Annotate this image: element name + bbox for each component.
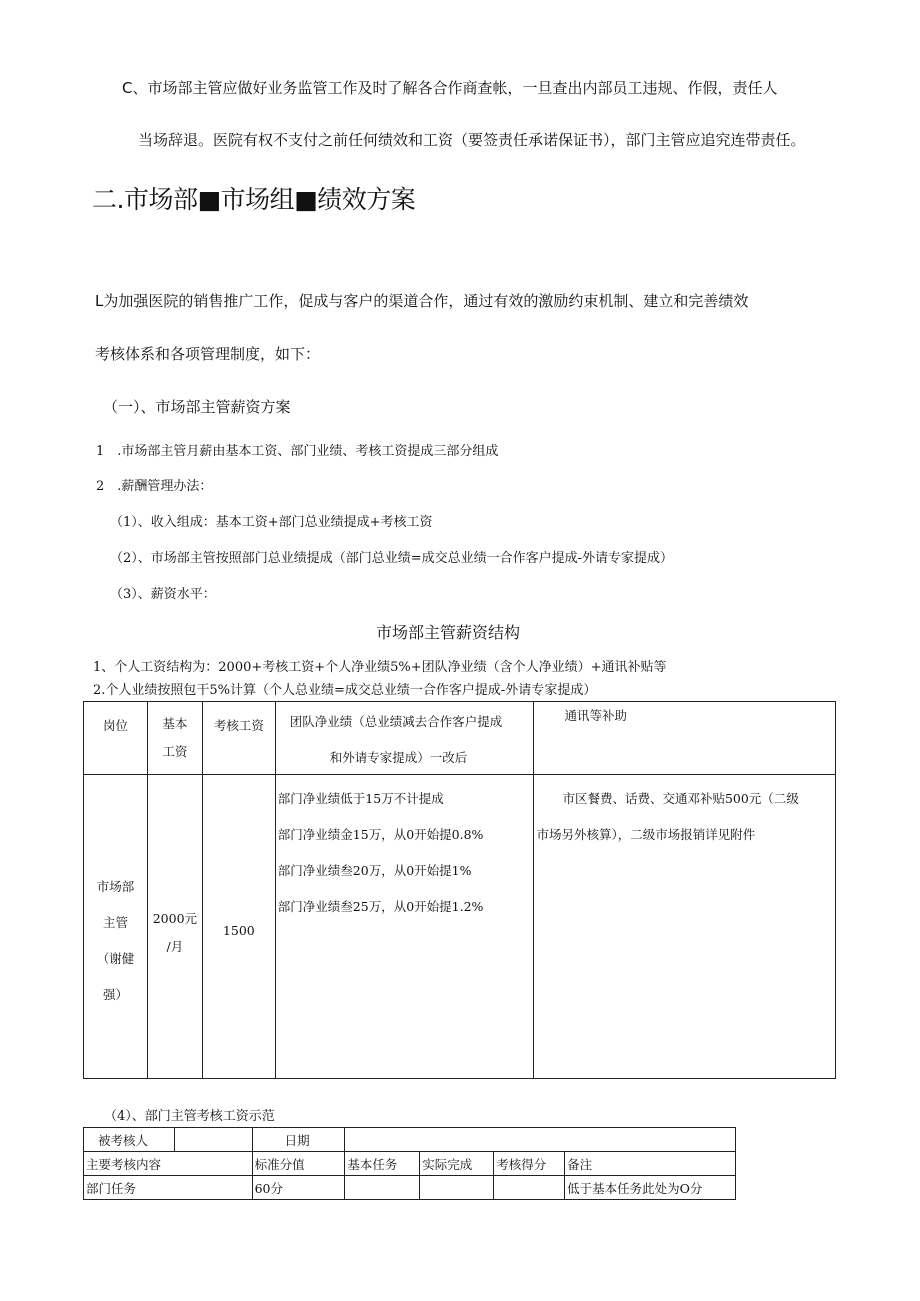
cell-content: 部门任务 [84, 1176, 253, 1200]
item-2: 2 .薪酬管理办法： [96, 479, 213, 494]
cell-assess-salary: 1500 [202, 775, 275, 1079]
cell-position: 市场部 主管 （谢健 强） [84, 775, 148, 1079]
item-1: 1 .市场部主管月薪由基本工资、部门业绩、考核工资提成三部分组成 [96, 444, 499, 459]
label-date: 日期 [252, 1128, 345, 1152]
section-1-title: （一）、市场部主管薪资方案 [103, 398, 291, 416]
value-examinee [174, 1128, 252, 1152]
section-heading: 二.市场部■市场组■绩效方案 [92, 185, 416, 214]
team-rule: 部门净业绩叁20万，从0开始提1% [277, 863, 472, 878]
table-row [84, 1176, 736, 1200]
intro-line-2: 当场辞退。医院有权不支付之前任何绩效和工资（要签责任承诺保证书），部门主管应追究连带责任。 [138, 131, 806, 149]
cell-score [494, 1176, 565, 1200]
header-content: 主要考核内容 [84, 1152, 253, 1176]
cell-remark: 低于基本任务此处为O分 [565, 1176, 736, 1200]
header-base-salary: 基本 工资 [147, 702, 202, 775]
header-score: 考核得分 [494, 1152, 565, 1176]
table-header-row [84, 702, 836, 775]
header-assess-salary: 考核工资 [202, 702, 275, 775]
value-date [345, 1128, 736, 1152]
cell-base-task [345, 1176, 420, 1200]
structure-note-2: 2.个人业绩按照包干5%计算（个人总业绩=成交总业绩一合作客户提成-外请专家提成） [93, 683, 597, 698]
section-4-title: （4）、部门主管考核工资示范 [104, 1109, 275, 1124]
assessment-header-row [84, 1152, 736, 1176]
team-rule: 部门净业绩金15万，从0开始提0.8% [277, 827, 484, 842]
header-subsidy: 通讯等补助 [534, 702, 836, 775]
intro-line-1: C、市场部主管应做好业务监管工作及时了解各合作商查帐，一旦查出内部员工违规、作假，责任人 [122, 79, 778, 97]
sub-item-1: （1）、收入组成：基本工资+部门总业绩提成+考核工资 [110, 515, 433, 530]
cell-base-salary: 2000元 /月 [147, 775, 202, 1079]
cell-team-performance [275, 775, 534, 1079]
sub-item-3: （3）、薪资水平： [110, 587, 216, 602]
sub-item-2: （2）、市场部主管按照部门总业绩提成（部门总业绩=成交总业绩一合作客户提成-外请专家提成） [110, 551, 674, 566]
label-examinee: 被考核人 [84, 1128, 175, 1152]
header-position: 岗位 [84, 702, 148, 775]
para-line-1: L为加强医院的销售推广工作，促成与客户的渠道合作，通过有效的激励约束机制、建立和完善绩效 [95, 292, 749, 310]
para-line-2: 考核体系和各项管理制度，如下： [95, 345, 321, 363]
header-base-task: 基本任务 [345, 1152, 420, 1176]
header-remark: 备注 [565, 1152, 736, 1176]
assessment-row-examinee [84, 1128, 736, 1152]
cell-standard-score: 60分 [252, 1176, 345, 1200]
structure-note-1: 1、个人工资结构为：2000+考核工资+个人净业绩5%+团队净业绩（含个人净业绩）+通讯补贴等 [93, 660, 667, 675]
team-rule: 部门净业绩低于15万不计提成 [277, 791, 444, 806]
team-rule: 部门净业绩叁25万，从0开始提1.2% [277, 899, 484, 914]
header-standard-score: 标准分值 [252, 1152, 345, 1176]
structure-title: 市场部主管薪资结构 [376, 623, 521, 642]
header-team-performance: 团队净业绩（总业绩减去合作客户提成 和外请专家提成）一改后 [275, 702, 534, 775]
cell-subsidy: 市区餐费、话费、交通邓补贴500元（二级 市场另外核算），二级市场报销详见附件 [534, 775, 836, 1079]
cell-actual [420, 1176, 494, 1200]
table-row [84, 775, 836, 1079]
assessment-table [83, 1127, 736, 1200]
header-actual: 实际完成 [420, 1152, 494, 1176]
salary-structure-table [83, 701, 836, 1079]
